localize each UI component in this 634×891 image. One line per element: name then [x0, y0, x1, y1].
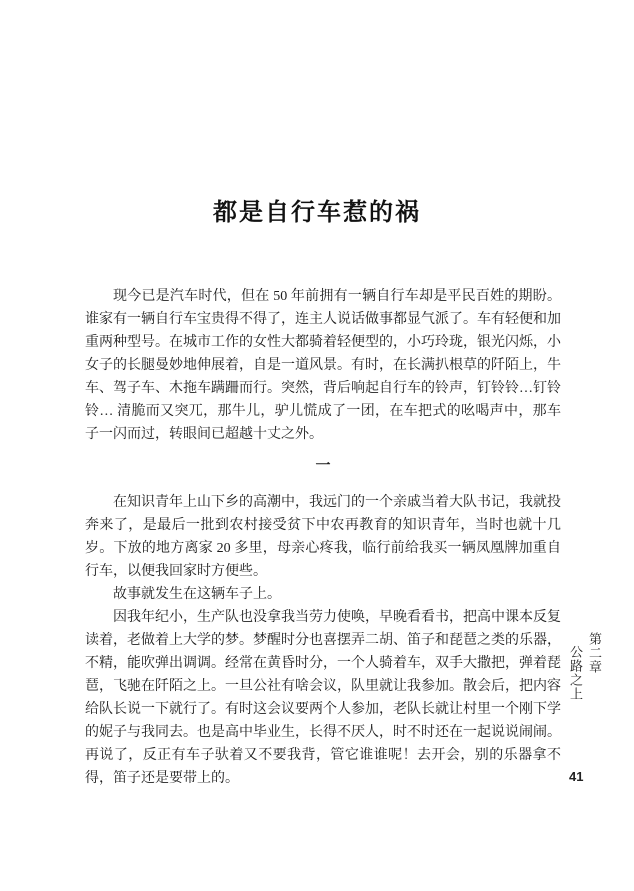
paragraph-2: 在知识青年上山下乡的高潮中，我远门的一个亲戚当着大队书记，我就投奔来了，是最后一批到农村接受贫下中农再教育的知识青年，当时也就十几岁。下放的地方离家 20 多里，母亲心疼我，临行前给我买一辆凤凰牌加重自行车，以便我回家时方便些。	[85, 495, 561, 579]
page-title: 都是自行车惹的祸	[213, 200, 421, 227]
section-divider: 一	[315, 458, 331, 474]
running-sidehead	[566, 632, 604, 701]
body-text-column	[85, 285, 561, 790]
page-number: 41	[569, 769, 584, 784]
chapter-number-label: 第二章	[587, 632, 602, 674]
paragraph-3: 故事就发生在这辆车子上。	[113, 587, 281, 602]
paragraph-1: 现今已是汽车时代，但在 50 年前拥有一辆自行车却是平民百姓的期盼。谁家有一辆自行车宝贵得不得了，连主人说话做事都显气派了。车有轻便和加重两种型号。在城市工作的女性大都骑着轻便型的，小巧玲珑，银光闪烁，小女子的长腿曼妙地伸展着，自是一道风景。有时，在长满扒根草的阡陌上，牛车、驾子车、木拖车蹒跚而行。突然，背后响起自行车的铃声，钉铃铃…钉铃铃… 清脆而又突兀，那牛儿，驴儿慌成了一团，在车把式的吆喝声中，那车子一闪而过，转眼间已超越十丈之外。	[85, 289, 561, 442]
paragraph-4: 因我年纪小，生产队也没拿我当劳力使唤，早晚看看书，把高中课本反复读着，老做着上大学的梦。梦醒时分也喜摆弄二胡、笛子和琵琶之类的乐器，不精，能吹弹出调调。经常在黄昏时分，一个人骑着车，双手大撒把，弹着琵琶，飞驰在阡陌之上。一旦公社有啥会议，队里就让我参加。散会后，把内容给队长说一下就行了。有时这会议要两个人参加，老队长就让村里一个刚下学的妮子与我同去。也是高中毕业生，长得不厌人，时不时还在一起说说闹闹。再说了，反正有车子驮着又不要我背，管它谁谁呢！去开会，别的乐器拿不得，笛子还是要带上的。	[85, 610, 561, 786]
chapter-name-label: 公路之上	[568, 645, 583, 701]
